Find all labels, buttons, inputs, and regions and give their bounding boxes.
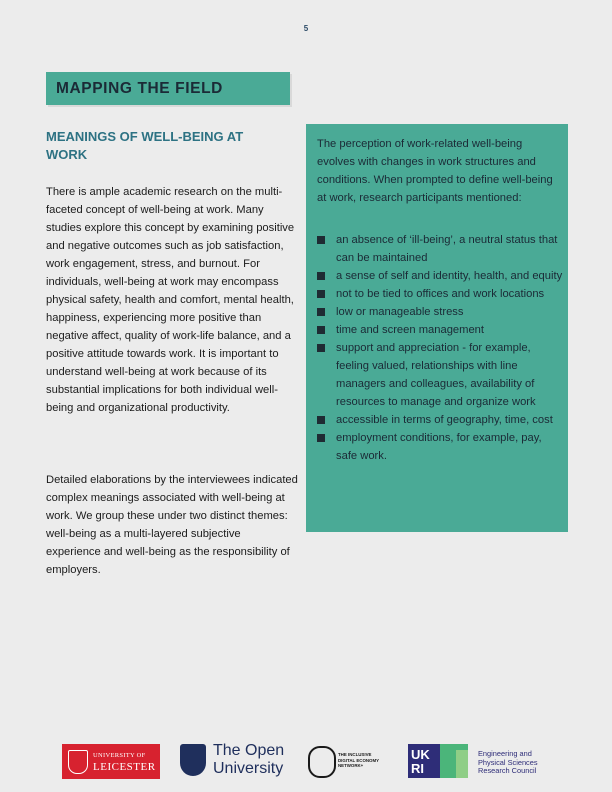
subheading: MEANINGS OF WELL-BEING AT WORK	[46, 129, 244, 162]
list-item	[317, 429, 565, 465]
partner-logos	[0, 740, 612, 782]
shield-icon	[180, 744, 206, 776]
list-item	[317, 411, 565, 429]
list-item-text: low or manageable stress	[336, 306, 464, 318]
list-item	[317, 339, 565, 411]
ide-logo-line3: NETWORK+	[338, 763, 364, 768]
leicester-logo-line1: UNIVERSITY OF	[93, 752, 146, 759]
section-title: MAPPING THE FIELD	[56, 80, 223, 97]
list-item-text: an absence of ‘ill-being’, a neutral status that can be maintained	[336, 234, 558, 264]
list-item-text: support and appreciation - for example, feeling valued, relationships with line managers and colleagues, availability of resources to manage and organize work	[336, 342, 536, 408]
square-bullet-icon	[317, 290, 325, 298]
square-bullet-icon	[317, 308, 325, 316]
epsrc-light-green-bar-icon	[456, 750, 468, 778]
body-paragraph-2: Detailed elaborations by the interviewees indicated complex meanings associated with well-being at work. We group these under two distinct themes: well-being as a multi-layered subjective experience and well-being as the responsibility of employers.	[46, 474, 298, 576]
epsrc-logo-line3: Research Council	[478, 766, 537, 776]
ukri-block	[408, 744, 440, 778]
list-item-text: employment conditions, for example, pay, safe work.	[336, 432, 542, 462]
list-item-text: accessible in terms of geography, time, cost	[336, 414, 553, 426]
epsrc-logo-line1: Engineering and	[478, 749, 532, 758]
epsrc-logo-text	[478, 750, 538, 776]
square-bullet-icon	[317, 326, 325, 334]
square-bullet-icon	[317, 344, 325, 352]
list-item	[317, 285, 565, 303]
ide-logo-text	[338, 752, 379, 769]
square-bullet-icon	[317, 434, 325, 442]
ide-logo-line1: THE INCLUSIVE	[338, 752, 372, 757]
list-item	[317, 267, 565, 285]
section-banner	[46, 72, 290, 105]
square-bullet-icon	[317, 236, 325, 244]
shield-icon	[68, 750, 88, 774]
ou-logo-line2: University	[213, 760, 284, 777]
university-of-leicester-logo	[62, 744, 160, 779]
leicester-logo-line2: LEICESTER	[93, 761, 156, 773]
callout-list	[317, 231, 565, 465]
callout-intro: The perception of work-related well-being evolves with changes in work structures and conditions. When prompted to define well-being at work, research participants mentioned:	[317, 138, 553, 204]
ou-logo-line1: The Open	[213, 742, 285, 759]
list-item	[317, 231, 565, 267]
square-bullet-icon	[317, 272, 325, 280]
ide-logo-line2: DIGITAL ECONOMY	[338, 757, 380, 763]
inclusive-digital-economy-logo	[306, 740, 396, 780]
list-item-text: a sense of self and identity, health, and equity	[336, 270, 563, 282]
ukri-block-line2: RI	[411, 761, 424, 776]
ukri-block-line1: UK	[411, 747, 430, 762]
page-number: 5	[303, 24, 309, 33]
list-item-text: not to be tied to offices and work locations	[336, 288, 545, 300]
list-item-text: time and screen management	[336, 324, 485, 336]
ukri-epsrc-logo	[408, 740, 568, 780]
epsrc-logo-line2: Physical Sciences	[478, 757, 538, 767]
list-item	[317, 321, 565, 339]
network-mark-icon	[308, 746, 336, 778]
body-paragraph-1: There is ample academic research on the multi-faceted concept of well-being at work. Many studies explore this concept by examining positive and negative outcomes such as job satisfaction, work engagement, stress, and burnout. For individuals, well-being at work may encompass physical safety, health and comfort, mental health, happiness, experiencing more positive than negative affect, quality of work-life balance, and a positive attitude towards work. It is important to understand well-being at work because of its substantial implications for both individual well-being and organizational productivity.	[46, 186, 295, 414]
list-item	[317, 303, 565, 321]
sidebar-callout	[306, 124, 568, 532]
square-bullet-icon	[317, 416, 325, 424]
open-university-logo	[180, 740, 290, 780]
